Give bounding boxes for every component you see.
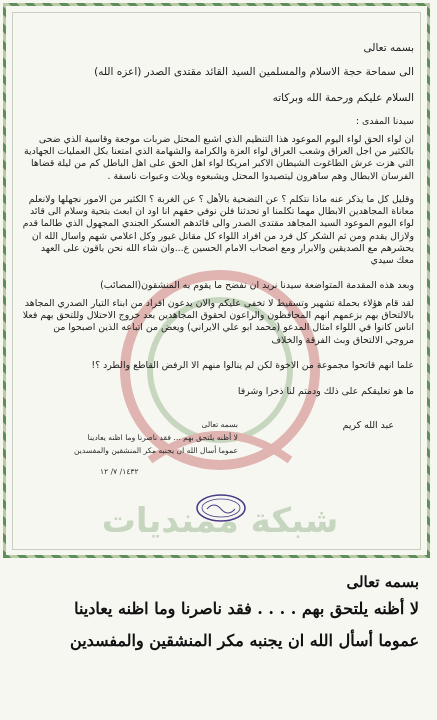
handwritten-transcription [0,565,437,715]
letter-paragraph-3: وبعد هذه المقدمة المتواضعة سيدنا نريد ان نفضح ما يقوم به المنشقون(المصائب) [100,280,414,291]
letter-greeting: السلام عليكم ورحمة الله وبركاته [272,92,414,104]
seal-stamp [195,493,247,523]
letter-basmala: بسمه تعالى [363,42,414,54]
handwriting-line-3: عموما أسأل الله ان يجنبه مكر المنشقين والمفسدين [70,631,419,650]
watermark-text: شبكة ممنديات [101,501,339,541]
letter-addressee: الى سماحة حجة الاسلام والمسلمين السيد القائد مقتدى الصدر (اعزه الله) [94,66,414,78]
letter-paragraph-4: لقد قام هؤلاء بحملة تشهير وتسقيط لا تخفى عليكم والان يدعون افراد من ابناء التيار الصدري المجاهد بالالتحاق بهم بزعمهم انهم المحافظون والراعون لحقوق المجاهدين بعد خروج الاحتلال وللتحق بهم فعلا اناس كانوا في اللواء امثال المدعو (محمد ابو علي الايراني) ويعض من اتباعه الذين اصبحوا من مروجي الالتحاق وبث الفرقة والخلاف [22,298,414,346]
signature-line-3: عموما أسال الله ان يجنبه مكر المنشقين والمفسدين [73,446,238,455]
letter-salutation: سيدنا المفدى : [355,116,414,127]
letter-paragraph-1: ان لواء الحق لواء اليوم الموعود هذا التنظيم الذي اشبع المحتل ضربات موجعة وقاسية الذي ضحى بالكثير من اجل العراق وشعب العراق لواء العزة والكرامة والشهامة الذي امتعنا بكل العمليات الجهادية التي هزت عرش الطاغوت الشيطان الاكبر امريكا لواء اهل الحق على اهل الباطل كم من ليلة قضاها الفرسان الابطال وهم ساهرون ليتصيدوا المحتل ويشبعوه ويلات وعبوات ناسفة . [23,134,414,182]
signature-line-2: لا أظنه يلتحق بهم ... فقد ناصرنا وما اظنه يعادينا [87,433,238,442]
letter-paragraph-5: علما انهم قاتحوا مجموعة من الاخوة لكن لم ينالوا منهم الا الرفض القاطع والطرد ؟! [91,360,414,371]
handwriting-line-2: لا أظنه يلتحق بهم . . . . فقد ناصرنا وما اظنه يعادينا [74,599,419,618]
letter-closing: عبد الله كريم [342,420,394,431]
handwriting-line-1: بسمه تعالى [346,573,419,591]
letter-paragraph-2: وقليل كل ما يذكر عنه ماذا نتكلم ؟ عن التضحية بالأهل ؟ عن الغربة ؟ الكثير من الامور نجهلها ولانعلم معاناة المجاهدين الابطال مهما تكلمنا او تحدثنا فلن نوفي حقهم انا اود ان ابعث بتحية وسلام الى قائد لواء اليوم الموعود السيد المجاهد مقتدى الصدر والى قائدهم العسكر الجندي المجهول الذي طالما قدم ولازال يقدم ومن ثم الشكر كل فرد من افراد اللواء كل مقاتل غيور وكل اعلامي شهم واسال الله ان يحشرهم مع الصديقين والابرار ومع اصحاب الامام الحسين ع...وان شاء الله نحن باقون على العهد معك سيدي [22,194,414,267]
letter-paragraph-6: ما هو تعليقكم على ذلك ودمتم لنا ذخرا وشرفا [237,386,414,397]
signature-line-1: بسمه تعالى [201,420,238,429]
signature-date: ١٤٣٢/ ٧/ ١٢ [100,467,139,476]
